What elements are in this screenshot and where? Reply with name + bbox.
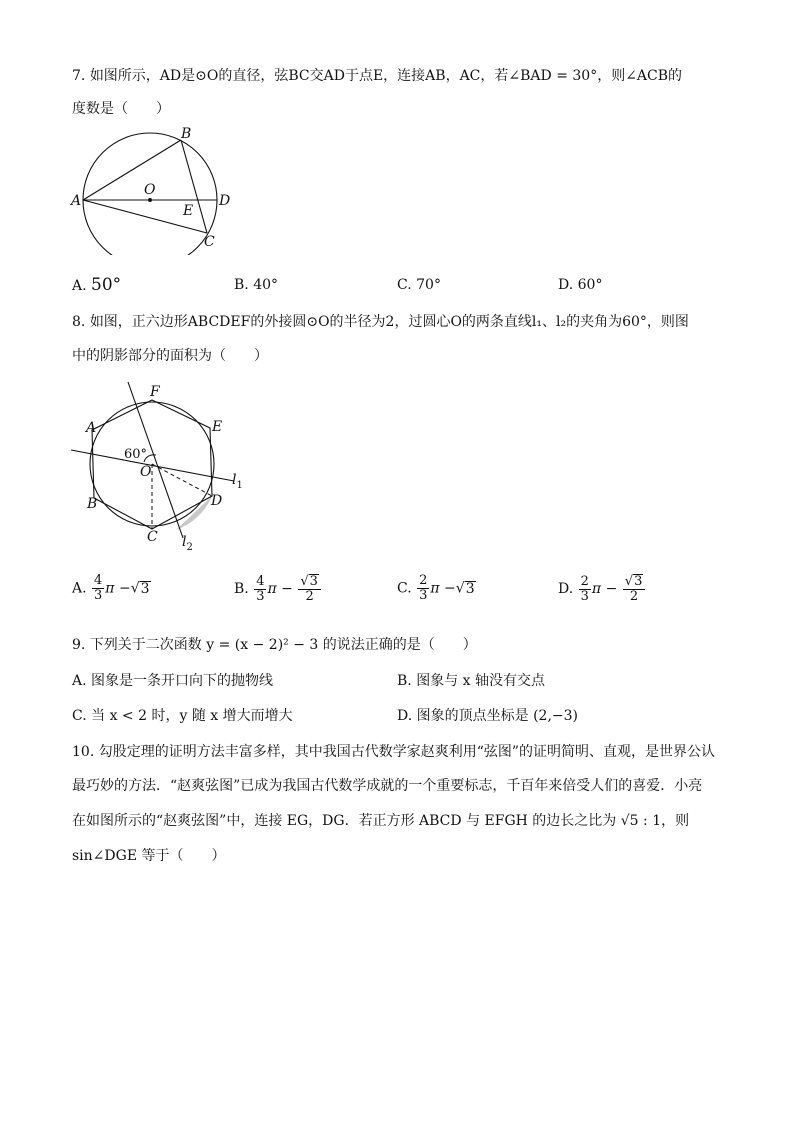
q8-option-c-frac: $\frac{2}{3}$ [419,573,428,603]
q7-option-a[interactable] [72,275,121,296]
q8-option-c[interactable]: C. $\frac{2}{3}$ π −√3 [397,573,475,603]
q9-option-a-text: 图象是一条开口向下的抛物线 [91,673,274,689]
q7-center-dot [148,198,152,202]
q7-figure [70,125,240,255]
q7-option-c[interactable] [397,275,441,295]
q8-label-o: O [140,464,152,480]
q8-option-b-letter: B. [234,581,249,597]
q8-figure [66,378,256,553]
q7-label-o: O [144,182,156,198]
q9-option-a-letter: A. [72,673,87,689]
q8-label-b: B [87,496,98,512]
q7-option-c-value: 70° [416,277,441,293]
q10-line-2 [72,776,702,796]
q7-label-c: C [204,234,215,250]
q8-label-angle: 60° [124,447,148,462]
q10-stem-4: sin∠DGE 等于（ ） [72,848,226,864]
q8-stem-1: 如图，正六边形ABCDEF的外接圆⊙O的半径为2，过圆心O的两条直线l₁、l₂的夹角为60°，则图 [89,314,689,330]
q9-number: 9. [72,637,86,653]
q9-option-c-text: 当 x < 2 时，y 随 x 增大而增大 [91,708,293,724]
q8-label-d: D [211,493,223,509]
q7-number: 7. [72,68,86,84]
q7-label-a: A [71,193,82,209]
q8-dashed-od [152,464,212,496]
q7-stem-1: 如图所示，AD是⊙O的直径，弦BC交AD于点E，连接AB，AC，若∠BAD = 30°，则∠ACB的 [89,68,683,84]
q8-option-a[interactable]: A. $\frac{4}{3}$ π −√3 [72,573,150,603]
q8-option-c-pi: π − [430,580,456,597]
q8-option-b-frac: $\frac{4}{3}$ [256,573,265,604]
q8-option-d-letter: D. [558,581,574,597]
q10-line-3 [72,811,689,831]
q9-option-b[interactable] [397,671,545,691]
q8-label-l1: $l_1$ [232,472,243,491]
q7-option-a-letter: A. [72,278,87,294]
q8-line-1 [72,312,689,332]
q8-stem-2: 中的阴影部分的面积为（ ） [72,348,268,364]
q8-option-d-frac: $\frac{2}{3}$ [580,573,589,604]
q8-option-b-rad-frac: $\frac{√3}{2}$ [298,574,321,604]
q7-chord-bc [181,140,207,233]
q9-option-b-text: 图象与 x 轴没有交点 [416,673,545,689]
q8-number: 8. [72,314,86,330]
q7-chord-ab [83,140,181,200]
q7-option-b[interactable] [234,275,278,295]
q9-line-1 [72,635,477,655]
q8-option-a-rad: 3 [140,580,150,597]
q9-option-c[interactable] [72,706,293,726]
q8-option-d-pi: π − [591,581,618,597]
q9-option-c-letter: C. [72,708,87,724]
q9-option-d-text: 图象的顶点坐标是 (2,−3) [416,708,579,724]
q7-label-b: B [181,126,192,142]
q7-option-a-value: 50° [91,275,122,295]
q7-stem-2: 度数是（ ） [72,101,170,117]
q7-option-d[interactable] [558,275,602,295]
q8-label-l2: $l_2$ [182,534,193,553]
q8-option-c-letter: C. [397,580,412,597]
q8-option-b[interactable] [234,574,322,604]
q7-option-b-value: 40° [253,277,279,293]
q10-stem-3: 在如图所示的“赵爽弦图”中，连接 EG，DG．若正方形 ABCD 与 EFGH 的边长之比为 √5 : 1，则 [72,813,690,829]
q9-option-d[interactable] [397,706,578,726]
q10-stem-2: 最巧妙的方法．“赵爽弦图”已成为我国古代数学成就的一个重要标志，千百年来倍受人们的喜爱．小亮 [72,778,703,794]
q7-option-b-letter: B. [234,277,249,293]
q9-stem: 下列关于二次函数 y = (x − 2)² − 3 的说法正确的是（ ） [89,637,477,653]
q9-option-a[interactable] [72,671,273,691]
q8-option-c-rad: 3 [465,580,475,597]
q8-option-a-letter: A. [72,580,87,597]
q8-option-b-pi: π − [267,581,293,597]
q8-option-a-frac: $\frac{4}{3}$ [94,573,103,603]
q8-line-2 [72,346,268,366]
q9-option-b-letter: B. [397,673,412,689]
q8-label-f: F [150,384,160,400]
q10-stem-1: 勾股定理的证明方法丰富多样，其中我国古代数学家赵爽利用“弦图”的证明简明、直观，是世界公认 [98,744,716,760]
q10-line-4 [72,846,226,866]
q7-line-2 [72,99,170,119]
q8-label-c: C [147,529,158,545]
q8-option-a-pi: π − [105,580,131,597]
q9-option-d-letter: D. [397,708,413,724]
q7-option-d-value: 60° [577,277,603,293]
q7-option-d-letter: D. [558,277,574,293]
q7-label-d: D [219,193,231,209]
q8-label-e: E [212,419,223,435]
q10-line-1 [72,742,715,762]
q8-option-d[interactable] [558,574,646,604]
q7-option-c-letter: C. [397,277,412,293]
q8-label-a: A [86,420,97,436]
q7-label-e: E [183,203,194,219]
q8-option-d-rad-frac: $\frac{√3}{2}$ [623,574,646,604]
q10-number: 10. [72,744,95,760]
q7-line-1 [72,66,682,86]
